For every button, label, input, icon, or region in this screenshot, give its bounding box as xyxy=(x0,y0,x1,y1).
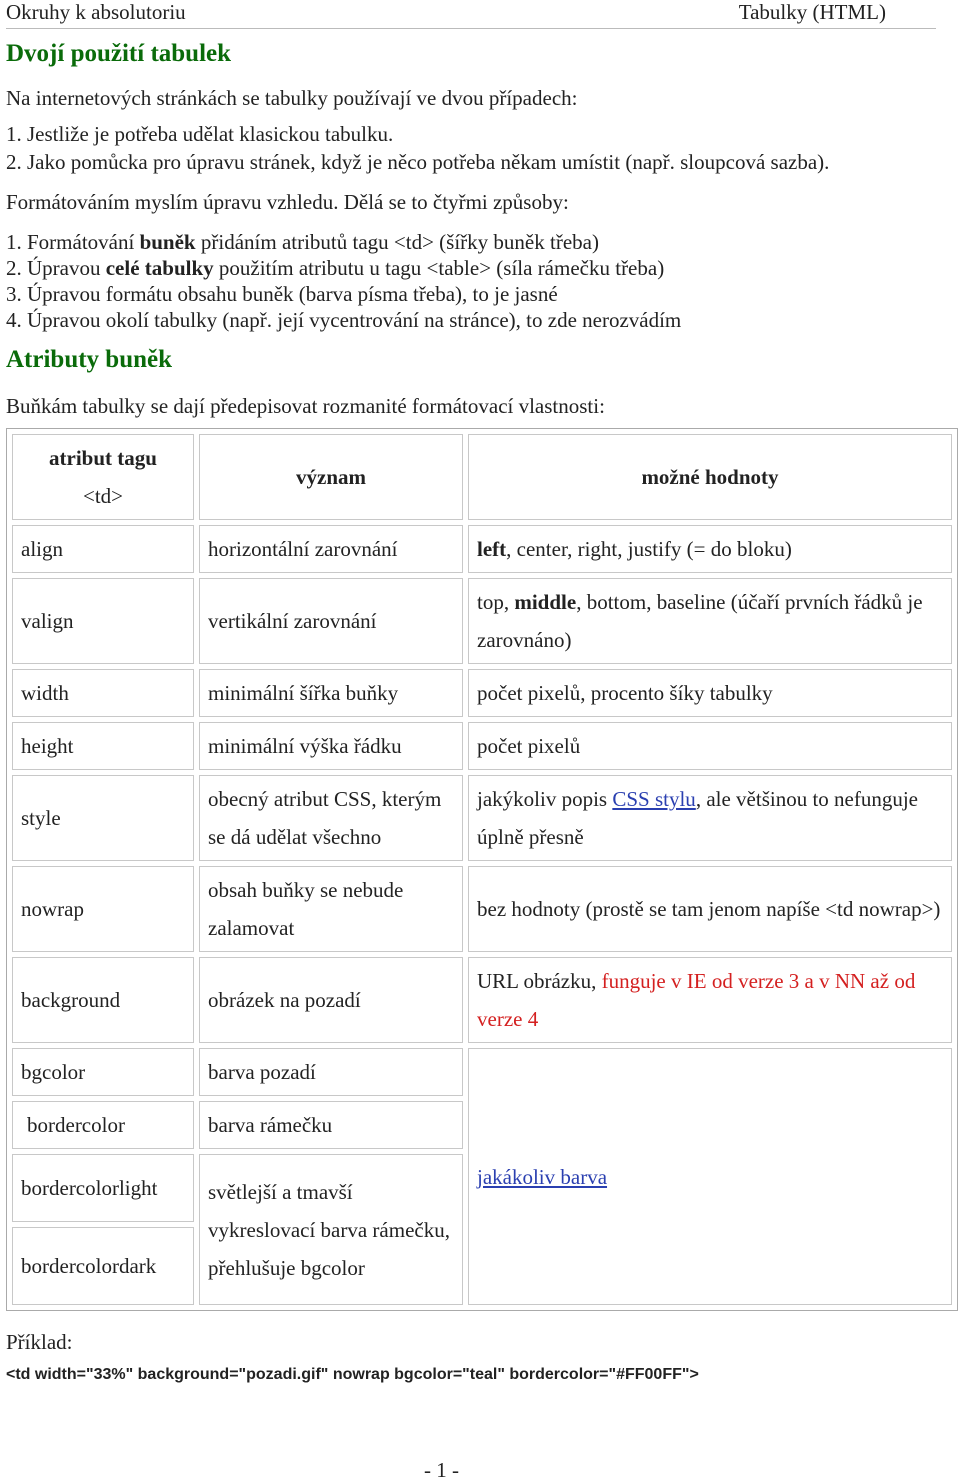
cell-meaning: horizontální zarovnání xyxy=(199,525,463,573)
cell-tag: height xyxy=(12,722,194,770)
page-header xyxy=(6,0,936,29)
cell-tag: nowrap xyxy=(12,866,194,952)
section-title-cell-attributes: Atributy buněk xyxy=(6,346,173,373)
cell-meaning: minimální šířka buňky xyxy=(199,669,463,717)
cell-values: jakýkoliv popis CSS stylu, ale většinou to nefunguje úplně přesně xyxy=(468,775,952,861)
cell-tag: bgcolor xyxy=(12,1048,194,1096)
cell-meaning: barva pozadí xyxy=(199,1048,463,1096)
cell-tag: style xyxy=(12,775,194,861)
cell-meaning: minimální výška řádku xyxy=(199,722,463,770)
table-row xyxy=(12,578,952,664)
header-meaning: význam xyxy=(199,434,463,520)
way-item-1: 1. Formátování buněk přidáním atributů tagu <td> (šířky buněk třeba) xyxy=(6,230,599,254)
cell-tag: align xyxy=(12,525,194,573)
cell-meaning: barva rámečku xyxy=(199,1101,463,1149)
cell-tag: width xyxy=(12,669,194,717)
header-tag: atribut tagu <td> xyxy=(12,434,194,520)
cell-values: top, middle, bottom, baseline (účaří prvních řádků je zarovnáno) xyxy=(468,578,952,664)
attribute-table xyxy=(6,428,958,1311)
cell-values: bez hodnoty (prostě se tam jenom napíše <td nowrap>) xyxy=(468,866,952,952)
use-item-1: 1. Jestliže je potřeba udělat klasickou tabulku. xyxy=(6,122,394,146)
page-number: - 1 - xyxy=(424,1458,459,1482)
cell-tag: background xyxy=(12,957,194,1043)
way-item-3: 3. Úpravou formátu obsahu buněk (barva písma třeba), to je jasné xyxy=(6,282,558,306)
cell-meaning: obrázek na pozadí xyxy=(199,957,463,1043)
header-values: možné hodnoty xyxy=(468,434,952,520)
table-header-row xyxy=(12,434,952,520)
cell-tag: bordercolorlight xyxy=(12,1154,194,1222)
cell-tag: valign xyxy=(12,578,194,664)
format-intro: Formátováním myslím úpravu vzhledu. Dělá se to čtyřmi způsoby: xyxy=(6,190,569,214)
css-style-link[interactable]: CSS stylu xyxy=(612,787,696,811)
cell-values: počet pixelů xyxy=(468,722,952,770)
cell-meaning: světlejší a tmavší vykreslovací barva rámečku, přehlušuje bgcolor xyxy=(199,1154,463,1305)
table-row xyxy=(12,1048,952,1096)
cell-tag: bordercolor xyxy=(12,1101,194,1149)
intro-paragraph: Na internetových stránkách se tabulky používají ve dvou případech: xyxy=(6,86,578,110)
cell-tag: bordercolordark xyxy=(12,1227,194,1305)
table-row xyxy=(12,775,952,861)
example-code: <td width="33%" background="pozadi.gif" nowrap bgcolor="teal" bordercolor="#FF00FF"> xyxy=(6,1366,699,1383)
way-item-2: 2. Úpravou celé tabulky použitím atributu u tagu <table> (síla rámečku třeba) xyxy=(6,256,665,280)
cell-meaning: vertikální zarovnání xyxy=(199,578,463,664)
table-row xyxy=(12,957,952,1043)
table-row xyxy=(12,525,952,573)
cell-values: počet pixelů, procento šíky tabulky xyxy=(468,669,952,717)
table-row xyxy=(12,866,952,952)
table-row xyxy=(12,669,952,717)
section-title-dual-use: Dvojí použití tabulek xyxy=(6,40,232,67)
example-label: Příklad: xyxy=(6,1330,73,1354)
cell-meaning: obecný atribut CSS, kterým se dá udělat všechno xyxy=(199,775,463,861)
cell-color-values xyxy=(468,1048,952,1305)
use-item-2: 2. Jako pomůcka pro úpravu stránek, když je něco potřeba někam umístit (např. sloupcová sazba). xyxy=(6,150,830,174)
browser-support-note: funguje v IE od verze 3 a v NN až od verze 4 xyxy=(477,969,916,1031)
header-course: Okruhy k absolutoriu xyxy=(6,0,186,24)
way-item-4: 4. Úpravou okolí tabulky (např. její vycentrování na stránce), to zde nerozvádím xyxy=(6,308,682,332)
header-topic: Tabulky (HTML) xyxy=(738,0,886,24)
cell-values: left, center, right, justify (= do bloku) xyxy=(468,525,952,573)
table-row xyxy=(12,722,952,770)
attributes-intro: Buňkám tabulky se dají předepisovat rozmanité formátovací vlastnosti: xyxy=(6,394,605,418)
cell-meaning: obsah buňky se nebude zalamovat xyxy=(199,866,463,952)
cell-values: URL obrázku, funguje v IE od verze 3 a v NN až od verze 4 xyxy=(468,957,952,1043)
any-color-link[interactable]: jakákoliv barva xyxy=(477,1164,608,1189)
